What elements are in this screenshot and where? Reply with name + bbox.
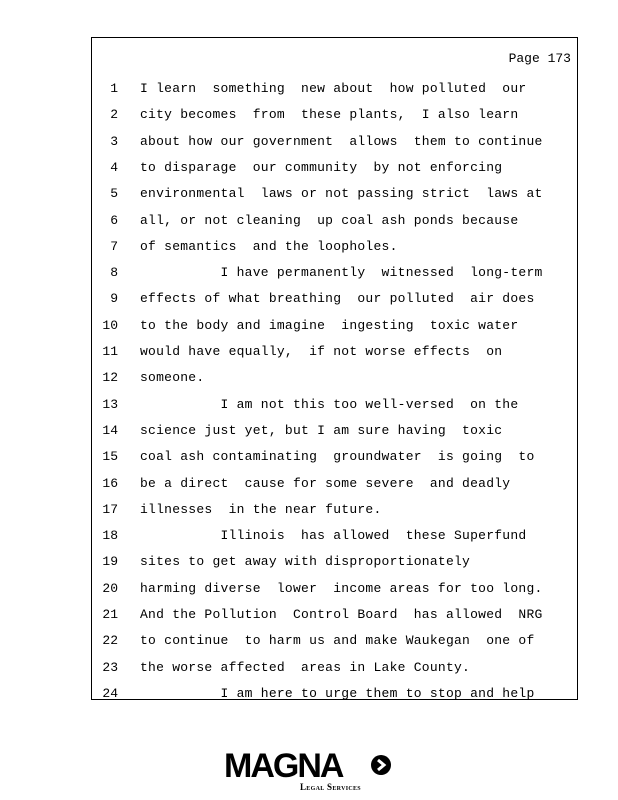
line-number: 2 bbox=[110, 107, 118, 122]
line-text: effects of what breathing our polluted air does bbox=[140, 291, 535, 306]
line-number: 13 bbox=[102, 397, 118, 412]
line-text: would have equally, if not worse effects on bbox=[140, 344, 503, 359]
line-text: environmental laws or not passing strict laws at bbox=[140, 186, 543, 201]
line-number: 15 bbox=[102, 449, 118, 464]
line-number: 21 bbox=[102, 607, 118, 622]
line-number: 3 bbox=[110, 134, 118, 149]
line-number: 5 bbox=[110, 186, 118, 201]
line-text: illnesses in the near future. bbox=[140, 502, 382, 517]
line-text: to continue to harm us and make Waukegan one of bbox=[140, 633, 535, 648]
line-number: 19 bbox=[102, 554, 118, 569]
logo-subtitle: Legal Services bbox=[300, 782, 361, 792]
line-number: 9 bbox=[110, 291, 118, 306]
line-number: 6 bbox=[110, 213, 118, 228]
line-text: I am not this too well-versed on the bbox=[140, 397, 519, 412]
line-text: Illinois has allowed these Superfund bbox=[140, 528, 527, 543]
line-text: sites to get away with disproportionately bbox=[140, 554, 471, 569]
line-text: be a direct cause for some severe and deadly bbox=[140, 476, 511, 491]
line-text: And the Pollution Control Board has allowed NRG bbox=[140, 607, 543, 622]
line-text: someone. bbox=[140, 370, 205, 385]
line-text: coal ash contaminating groundwater is going to bbox=[140, 449, 535, 464]
line-number: 22 bbox=[102, 633, 118, 648]
transcript-page bbox=[91, 37, 578, 700]
line-number: 8 bbox=[110, 265, 118, 280]
line-number: 1 bbox=[110, 81, 118, 96]
line-text: I have permanently witnessed long-term bbox=[140, 265, 543, 280]
line-text: science just yet, but I am sure having toxic bbox=[140, 423, 503, 438]
line-number: 18 bbox=[102, 528, 118, 543]
line-text: to the body and imagine ingesting toxic water bbox=[140, 318, 519, 333]
line-number: 24 bbox=[102, 686, 118, 701]
line-number: 14 bbox=[102, 423, 118, 438]
line-number: 16 bbox=[102, 476, 118, 491]
line-number: 20 bbox=[102, 581, 118, 596]
page-number: Page 173 bbox=[508, 51, 571, 66]
line-text: the worse affected areas in Lake County. bbox=[140, 660, 471, 675]
line-text: to disparage our community by not enforcing bbox=[140, 160, 503, 175]
line-number: 7 bbox=[110, 239, 118, 254]
line-number: 10 bbox=[102, 318, 118, 333]
line-number: 12 bbox=[102, 370, 118, 385]
line-text: I am here to urge them to stop and help bbox=[140, 686, 535, 701]
logo-wordmark: MAGNA bbox=[224, 747, 343, 785]
arrow-circle-icon bbox=[370, 754, 392, 776]
line-text: all, or not cleaning up coal ash ponds because bbox=[140, 213, 519, 228]
line-text: of semantics and the loopholes. bbox=[140, 239, 398, 254]
magna-logo bbox=[224, 748, 396, 794]
line-number: 11 bbox=[102, 344, 118, 359]
line-text: harming diverse lower income areas for too long. bbox=[140, 581, 543, 596]
line-text: I learn something new about how polluted our bbox=[140, 81, 527, 96]
line-number: 17 bbox=[102, 502, 118, 517]
line-text: city becomes from these plants, I also learn bbox=[140, 107, 519, 122]
line-number: 23 bbox=[102, 660, 118, 675]
line-number: 4 bbox=[110, 160, 118, 175]
line-text: about how our government allows them to continue bbox=[140, 134, 543, 149]
